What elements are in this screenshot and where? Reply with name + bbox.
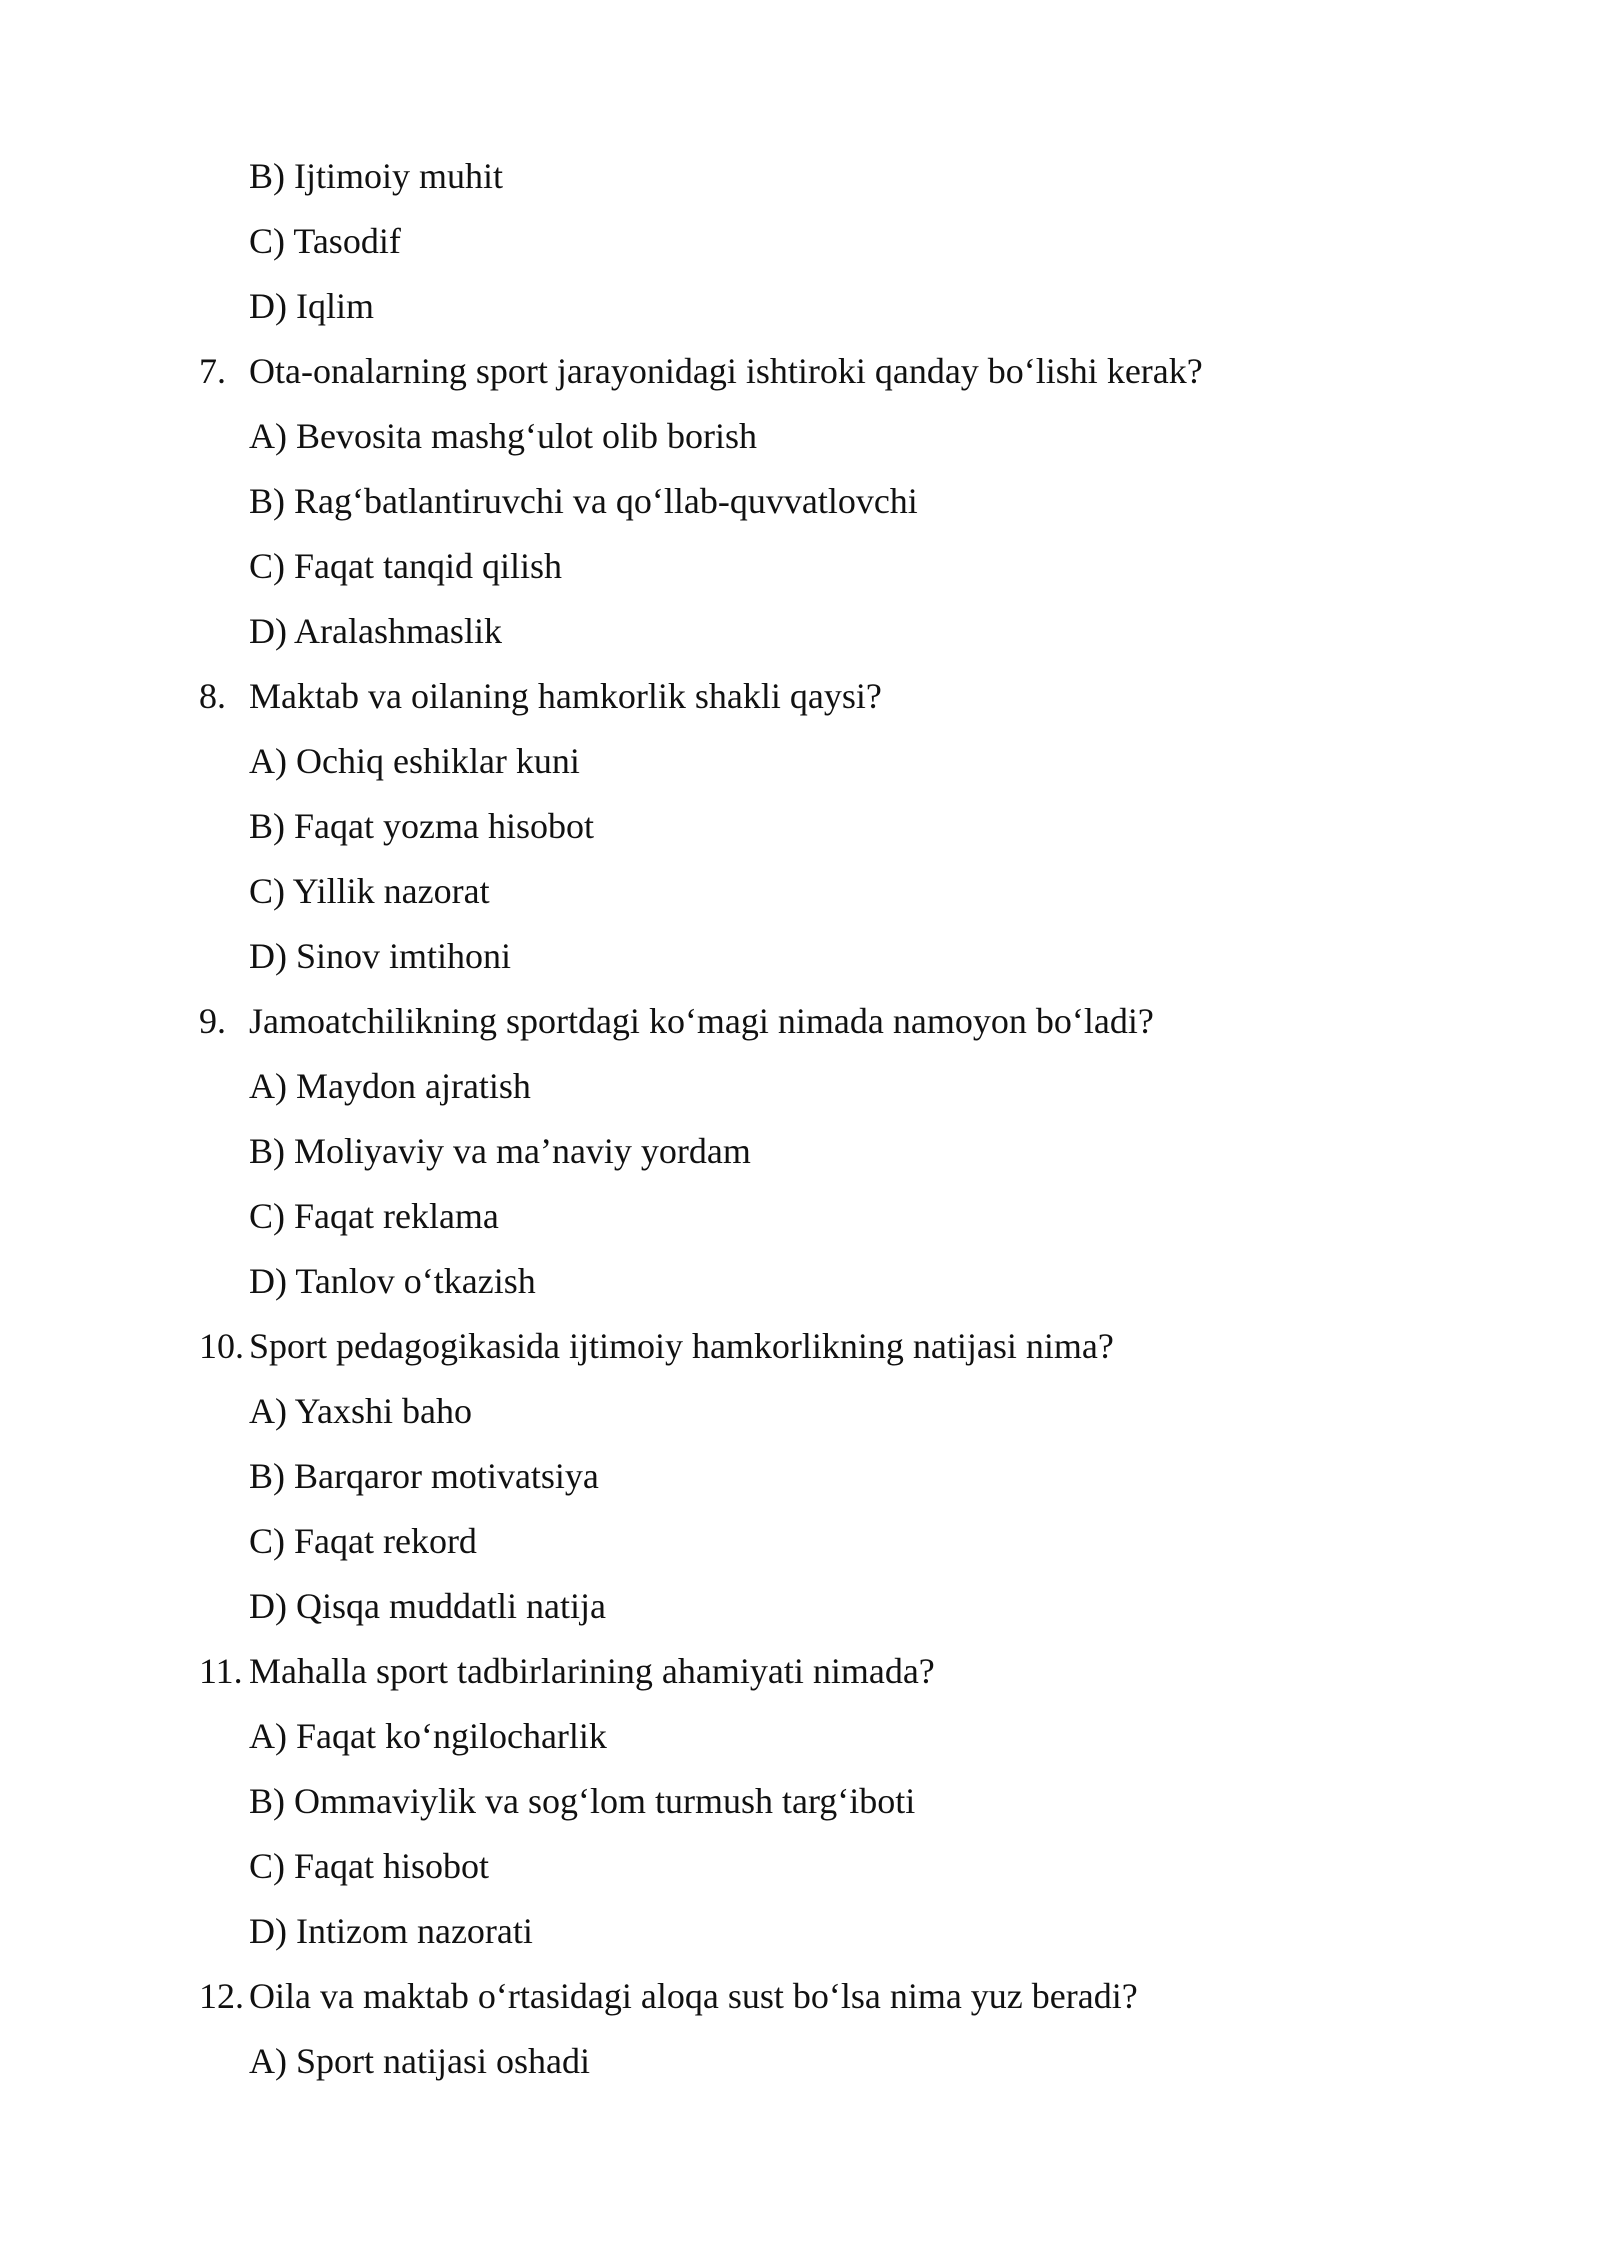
option-line (0, 798, 1600, 863)
question-number: 10. (199, 1326, 244, 1366)
option-text: D) Aralashmaslik (249, 611, 502, 651)
question-number: 7. (199, 351, 226, 391)
option-text: D) Qisqa muddatli natija (249, 1586, 606, 1626)
option-text: C) Tasodif (249, 221, 401, 261)
option-line (0, 2033, 1600, 2098)
option-line (0, 1903, 1600, 1968)
question-number: 12. (199, 1976, 244, 2016)
question-text: Jamoatchilikning sportdagi ko‘magi nimada namoyon bo‘ladi? (249, 1001, 1154, 1041)
option-line (0, 1058, 1600, 1123)
option-line (0, 1773, 1600, 1838)
option-line (0, 148, 1600, 213)
option-line (0, 538, 1600, 603)
question-line (0, 343, 1600, 408)
option-line (0, 863, 1600, 928)
question-number: 11. (199, 1651, 243, 1691)
option-line (0, 213, 1600, 278)
option-line (0, 1448, 1600, 1513)
question-line (0, 1968, 1600, 2033)
option-text: B) Moliyaviy va ma’naviy yordam (249, 1131, 751, 1171)
option-text: B) Faqat yozma hisobot (249, 806, 594, 846)
question-text: Maktab va oilaning hamkorlik shakli qaysi? (249, 676, 882, 716)
question-line (0, 668, 1600, 733)
option-text: B) Barqaror motivatsiya (249, 1456, 599, 1496)
option-line (0, 1253, 1600, 1318)
option-line (0, 1123, 1600, 1188)
question-text: Oila va maktab o‘rtasidagi aloqa sust bo‘lsa nima yuz beradi? (249, 1976, 1138, 2016)
option-text: C) Faqat reklama (249, 1196, 499, 1236)
quiz-content (0, 148, 1600, 2098)
option-line (0, 278, 1600, 343)
option-text: A) Maydon ajratish (249, 1066, 531, 1106)
option-text: B) Ijtimoiy muhit (249, 156, 504, 196)
question-text: Ota-onalarning sport jarayonidagi ishtiroki qanday bo‘lishi kerak? (249, 351, 1203, 391)
option-line (0, 928, 1600, 993)
option-line (0, 1578, 1600, 1643)
option-text: A) Yaxshi baho (249, 1391, 473, 1431)
option-line (0, 603, 1600, 668)
option-text: B) Rag‘batlantiruvchi va qo‘llab-quvvatlovchi (249, 481, 918, 521)
option-text: A) Bevosita mashg‘ulot olib borish (249, 416, 757, 456)
option-text: B) Ommaviylik va sog‘lom turmush targ‘iboti (249, 1781, 916, 1821)
question-line (0, 1318, 1600, 1383)
question-number: 8. (199, 676, 226, 716)
option-text: A) Sport natijasi oshadi (249, 2041, 590, 2081)
option-text: C) Faqat tanqid qilish (249, 546, 562, 586)
option-text: A) Ochiq eshiklar kuni (249, 741, 580, 781)
question-number: 9. (199, 1001, 226, 1041)
option-text: C) Faqat rekord (249, 1521, 477, 1561)
option-text: D) Intizom nazorati (249, 1911, 533, 1951)
option-text: D) Iqlim (249, 286, 374, 326)
option-line (0, 1188, 1600, 1253)
option-text: C) Yillik nazorat (249, 871, 490, 911)
option-line (0, 733, 1600, 798)
option-line (0, 473, 1600, 538)
option-text: C) Faqat hisobot (249, 1846, 489, 1886)
question-line (0, 1643, 1600, 1708)
option-line (0, 1383, 1600, 1448)
option-text: D) Tanlov o‘tkazish (249, 1261, 536, 1301)
option-text: A) Faqat ko‘ngilocharlik (249, 1716, 607, 1756)
option-line (0, 408, 1600, 473)
option-line (0, 1838, 1600, 1903)
question-text: Mahalla sport tadbirlarining ahamiyati nimada? (249, 1651, 935, 1691)
question-text: Sport pedagogikasida ijtimoiy hamkorlikning natijasi nima? (249, 1326, 1114, 1366)
option-line (0, 1513, 1600, 1578)
option-line (0, 1708, 1600, 1773)
option-text: D) Sinov imtihoni (249, 936, 512, 976)
question-line (0, 993, 1600, 1058)
